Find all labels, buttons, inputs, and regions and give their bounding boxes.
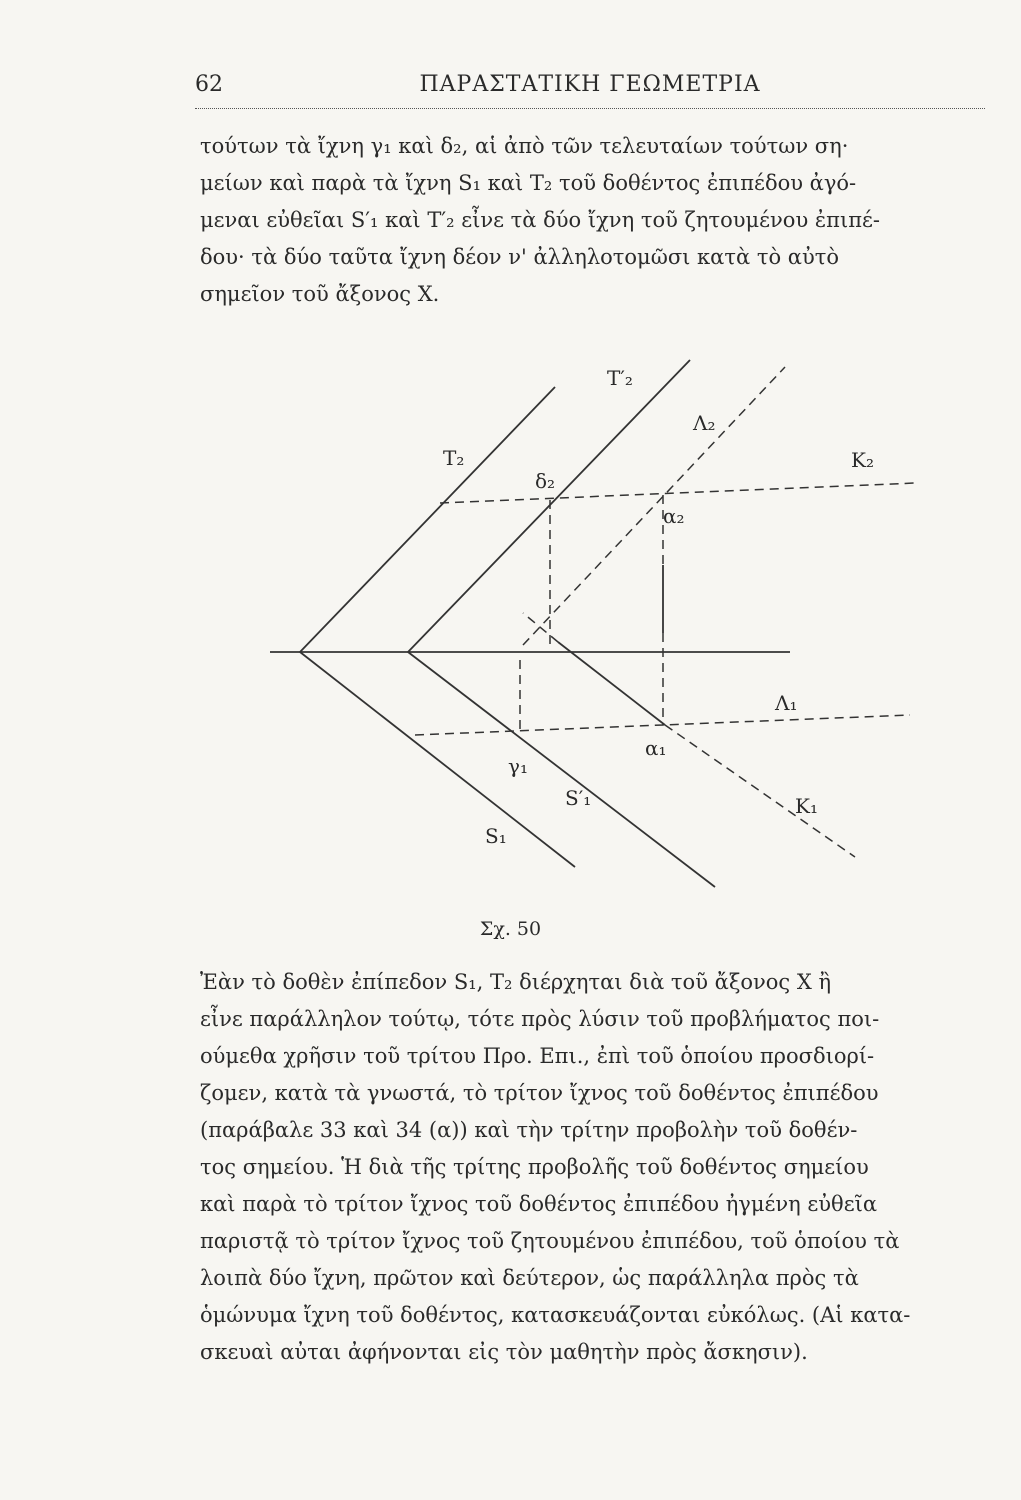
line-K2-dashed: [440, 483, 915, 503]
running-title: ΠΑΡΑΣΤΑΤΙΚΗ ΓΕΩΜΕΤΡΙΑ: [419, 72, 761, 97]
header-rule: [195, 108, 985, 109]
label-alpha1: α₁: [645, 736, 667, 760]
text-line: δου· τὰ δύο ταῦτα ἴχνη δέον ν' ἀλληλοτομῶσι κατὰ τὸ αὐτὸ: [200, 245, 839, 269]
label-K2: K₂: [851, 448, 874, 472]
label-S1: S₁: [485, 824, 507, 848]
text-line: σημεῖον τοῦ ἄξονος X.: [200, 282, 440, 306]
text-line: εἶνε παράλληλον τούτῳ, τότε πρὸς λύσιν τοῦ προβλήματος ποι-: [200, 1007, 880, 1031]
trace-S1-prime-line: [408, 652, 715, 887]
label-K1: K₁: [795, 794, 818, 818]
trace-T2-line: [300, 387, 555, 652]
trace-T2-prime-line: [408, 360, 690, 652]
label-T2: T₂: [443, 446, 465, 470]
text-line: ὁμώνυμα ἴχνη τοῦ δοθέντος, κατασκευάζονται εὐκόλως. (Αἱ κατα-: [200, 1303, 911, 1327]
text-line: τος σημείου. Ἡ διὰ τῆς τρίτης προβολῆς τοῦ δοθέντος σημείου: [200, 1155, 869, 1179]
text-line: καὶ παρὰ τὸ τρίτον ἴχνος τοῦ δοθέντος ἐπιπέδου ἠγμένη εὐθεῖα: [200, 1192, 877, 1216]
line-lower-dashed: [523, 613, 558, 642]
trace-S1-line: [300, 652, 575, 867]
paragraph-1: [200, 128, 990, 313]
text-line: ούμεθα χρῆσιν τοῦ τρίτου Προ. Επι., ἐπὶ τοῦ ὁποίου προσδιορί-: [200, 1044, 875, 1068]
paragraph-2: [200, 964, 990, 1371]
text-line: σκευαὶ αὐται ἀφήνονται εἰς τὸν μαθητὴν πρὸς ἄσκησιν).: [200, 1340, 808, 1364]
figure-50: [265, 355, 925, 915]
line-K1-dashed: [665, 725, 855, 857]
text-line: Ἐὰν τὸ δοθὲν ἐπίπεδον S₁, T₂ διέρχηται διὰ τοῦ ἄξονος X ἢ: [200, 970, 832, 994]
text-line: παριστᾷ τὸ τρίτον ἴχνος τοῦ ζητουμένου ἐπιπέδου, τοῦ ὁποίου τὰ: [200, 1229, 900, 1253]
figure-caption: Σχ. 50: [479, 918, 542, 940]
label-T2-prime: T′₂: [607, 366, 633, 390]
label-gamma1: γ₁: [508, 754, 528, 778]
line-lower-solid: [558, 642, 665, 725]
geometry-diagram: [265, 355, 925, 915]
text-line: τούτων τὰ ἴχνη γ₁ καὶ δ₂, αἱ ἀπὸ τῶν τελευταίων τούτων ση·: [200, 134, 849, 158]
label-Lambda2: Λ₂: [693, 411, 716, 435]
page-number: 62: [195, 72, 223, 97]
text-line: λοιπὰ δύο ἴχνη, πρῶτον καὶ δεύτερον, ὡς παράλληλα πρὸς τὰ: [200, 1266, 859, 1290]
label-S1-prime: S′₁: [565, 786, 592, 810]
label-delta2: δ₂: [535, 469, 556, 493]
page-header: [195, 68, 985, 108]
text-line: μείων καὶ παρὰ τὰ ἴχνη S₁ καὶ T₂ τοῦ δοθέντος ἐπιπέδου ἀγό-: [200, 171, 857, 195]
label-Lambda1: Λ₁: [775, 691, 798, 715]
line-Lambda2-dashed: [523, 367, 785, 645]
label-alpha2: α₂: [663, 504, 685, 528]
text-line: (παράβαλε 33 καὶ 34 (α)) καὶ τὴν τρίτην προβολὴν τοῦ δοθέν-: [200, 1118, 858, 1142]
text-line: μεναι εὐθεῖαι S′₁ καὶ T′₂ εἶνε τὰ δύο ἴχνη τοῦ ζητουμένου ἐπιπέ-: [200, 208, 880, 232]
text-line: ζομεν, κατὰ τὰ γνωστά, τὸ τρίτον ἴχνος τοῦ δοθέντος ἐπιπέδου: [200, 1081, 879, 1105]
